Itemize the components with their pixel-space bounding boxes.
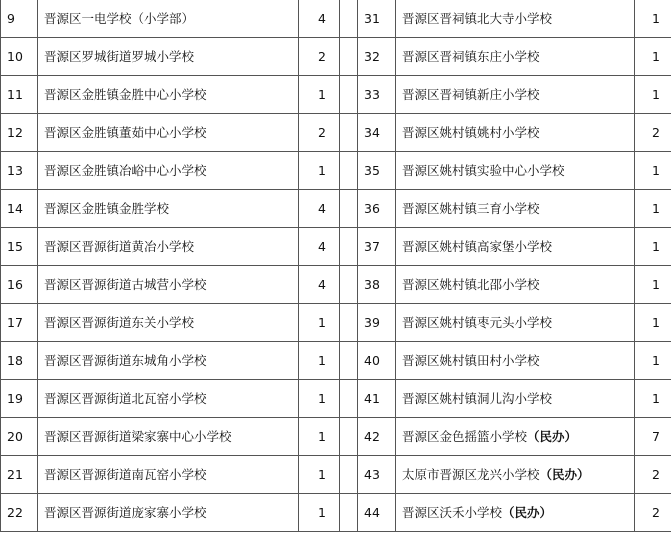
table-row [1, 38, 671, 76]
left-serial-number: 13 [1, 152, 38, 190]
school-name-text: 晋源区金胜镇冶峪中心小学校 [44, 162, 207, 178]
school-name-text: 晋源区姚村镇北邵小学校 [402, 276, 540, 292]
table-row [1, 190, 671, 228]
school-name-text: 晋源区晋源街道南瓦窑小学校 [44, 466, 207, 482]
left-quota-count: 4 [299, 0, 340, 38]
school-name-text: 晋源区姚村镇三育小学校 [402, 200, 540, 216]
right-school-name [396, 228, 635, 266]
left-serial-number: 12 [1, 114, 38, 152]
table-row [1, 342, 671, 380]
left-school-name [38, 38, 299, 76]
right-quota-count: 1 [635, 228, 671, 266]
left-school-name [38, 152, 299, 190]
table-row [1, 418, 671, 456]
table-row [1, 228, 671, 266]
column-gap [340, 0, 358, 38]
left-school-name [38, 266, 299, 304]
school-name-text: 晋源区姚村镇洞儿沟小学校 [402, 390, 553, 406]
left-school-name [38, 114, 299, 152]
left-quota-count: 2 [299, 114, 340, 152]
right-school-name [396, 494, 635, 532]
left-serial-number: 15 [1, 228, 38, 266]
school-name-text: 晋源区晋源街道东关小学校 [44, 314, 195, 330]
right-quota-count: 2 [635, 114, 671, 152]
right-quota-count: 2 [635, 456, 671, 494]
left-school-name [38, 342, 299, 380]
school-name-text: 晋源区晋祠镇东庄小学校 [402, 48, 540, 64]
right-school-name [396, 380, 635, 418]
school-name-text: 晋源区姚村镇实验中心小学校 [402, 162, 565, 178]
left-serial-number: 14 [1, 190, 38, 228]
right-serial-number: 43 [358, 456, 396, 494]
left-serial-number: 20 [1, 418, 38, 456]
school-name-text: 晋源区姚村镇姚村小学校 [402, 124, 540, 140]
school-name-text: 晋源区姚村镇高家堡小学校 [402, 238, 553, 254]
left-serial-number: 22 [1, 494, 38, 532]
right-quota-count: 1 [635, 380, 671, 418]
left-school-name [38, 0, 299, 38]
left-serial-number: 19 [1, 380, 38, 418]
right-quota-count: 1 [635, 304, 671, 342]
right-serial-number: 32 [358, 38, 396, 76]
left-serial-number: 10 [1, 38, 38, 76]
left-quota-count: 1 [299, 76, 340, 114]
column-gap [340, 418, 358, 456]
right-serial-number: 35 [358, 152, 396, 190]
left-serial-number: 9 [1, 0, 38, 38]
left-school-name [38, 190, 299, 228]
right-school-name [396, 190, 635, 228]
column-gap [340, 380, 358, 418]
table-body [1, 0, 671, 532]
right-quota-count: 1 [635, 190, 671, 228]
left-quota-count: 1 [299, 342, 340, 380]
left-school-name [38, 228, 299, 266]
school-type-tag: （民办） [539, 466, 590, 482]
left-school-name [38, 380, 299, 418]
column-gap [340, 494, 358, 532]
table-row [1, 76, 671, 114]
left-serial-number: 11 [1, 76, 38, 114]
school-name-text: 晋源区罗城街道罗城小学校 [44, 48, 195, 64]
left-quota-count: 2 [299, 38, 340, 76]
table-row [1, 304, 671, 342]
right-serial-number: 39 [358, 304, 396, 342]
school-type-tag: （民办） [527, 428, 578, 444]
school-name-text: 晋源区晋祠镇新庄小学校 [402, 86, 540, 102]
right-quota-count: 7 [635, 418, 671, 456]
table-row [1, 0, 671, 38]
column-gap [340, 114, 358, 152]
column-gap [340, 342, 358, 380]
table-row [1, 152, 671, 190]
school-name-text: 晋源区晋源街道古城营小学校 [44, 276, 207, 292]
school-type-tag: （民办） [502, 504, 553, 520]
school-name-text: 晋源区晋源街道东城角小学校 [44, 352, 207, 368]
table-row [1, 456, 671, 494]
column-gap [340, 76, 358, 114]
left-serial-number: 21 [1, 456, 38, 494]
right-serial-number: 37 [358, 228, 396, 266]
right-quota-count: 1 [635, 152, 671, 190]
school-name-text: 晋源区晋源街道庞家寨小学校 [44, 504, 207, 520]
right-serial-number: 42 [358, 418, 396, 456]
column-gap [340, 456, 358, 494]
table-row [1, 114, 671, 152]
right-serial-number: 34 [358, 114, 396, 152]
right-quota-count: 1 [635, 38, 671, 76]
right-school-name [396, 304, 635, 342]
right-serial-number: 41 [358, 380, 396, 418]
right-serial-number: 40 [358, 342, 396, 380]
left-school-name [38, 456, 299, 494]
table-row [1, 494, 671, 532]
left-serial-number: 17 [1, 304, 38, 342]
school-name-text: 太原市晋源区龙兴小学校 [402, 466, 540, 482]
right-quota-count: 2 [635, 494, 671, 532]
right-school-name [396, 38, 635, 76]
right-quota-count: 1 [635, 342, 671, 380]
left-school-name [38, 494, 299, 532]
left-serial-number: 16 [1, 266, 38, 304]
school-name-text: 晋源区晋祠镇北大寺小学校 [402, 10, 553, 26]
right-school-name [396, 456, 635, 494]
school-name-text: 晋源区一电学校（小学部） [44, 10, 195, 26]
school-name-text: 晋源区金胜镇董茹中心小学校 [44, 124, 207, 140]
left-quota-count: 1 [299, 304, 340, 342]
right-quota-count: 1 [635, 266, 671, 304]
school-name-text: 晋源区沃禾小学校 [402, 504, 503, 520]
left-quota-count: 1 [299, 494, 340, 532]
school-name-text: 晋源区金色摇篮小学校 [402, 428, 528, 444]
right-school-name [396, 342, 635, 380]
left-school-name [38, 304, 299, 342]
right-school-name [396, 418, 635, 456]
left-quota-count: 1 [299, 380, 340, 418]
school-name-text: 晋源区姚村镇枣元头小学校 [402, 314, 553, 330]
table-row [1, 380, 671, 418]
right-serial-number: 36 [358, 190, 396, 228]
left-quota-count: 4 [299, 190, 340, 228]
school-name-text: 晋源区晋源街道北瓦窑小学校 [44, 390, 207, 406]
right-school-name [396, 76, 635, 114]
right-quota-count: 1 [635, 76, 671, 114]
left-quota-count: 1 [299, 152, 340, 190]
table-row [1, 266, 671, 304]
column-gap [340, 228, 358, 266]
column-gap [340, 190, 358, 228]
right-school-name [396, 152, 635, 190]
right-school-name [396, 114, 635, 152]
column-gap [340, 152, 358, 190]
right-school-name [396, 0, 635, 38]
right-school-name [396, 266, 635, 304]
left-school-name [38, 76, 299, 114]
column-gap [340, 266, 358, 304]
column-gap [340, 38, 358, 76]
right-serial-number: 38 [358, 266, 396, 304]
right-quota-count: 1 [635, 0, 671, 38]
school-name-text: 晋源区姚村镇田村小学校 [402, 352, 540, 368]
right-serial-number: 44 [358, 494, 396, 532]
left-school-name [38, 418, 299, 456]
left-serial-number: 18 [1, 342, 38, 380]
school-name-text: 晋源区晋源街道黄冶小学校 [44, 238, 195, 254]
left-quota-count: 4 [299, 266, 340, 304]
right-serial-number: 33 [358, 76, 396, 114]
left-quota-count: 4 [299, 228, 340, 266]
right-serial-number: 31 [358, 0, 396, 38]
column-gap [340, 304, 358, 342]
left-quota-count: 1 [299, 456, 340, 494]
school-name-text: 晋源区晋源街道梁家寨中心小学校 [44, 428, 232, 444]
school-name-text: 晋源区金胜镇金胜学校 [44, 200, 170, 216]
left-quota-count: 1 [299, 418, 340, 456]
school-name-text: 晋源区金胜镇金胜中心小学校 [44, 86, 207, 102]
